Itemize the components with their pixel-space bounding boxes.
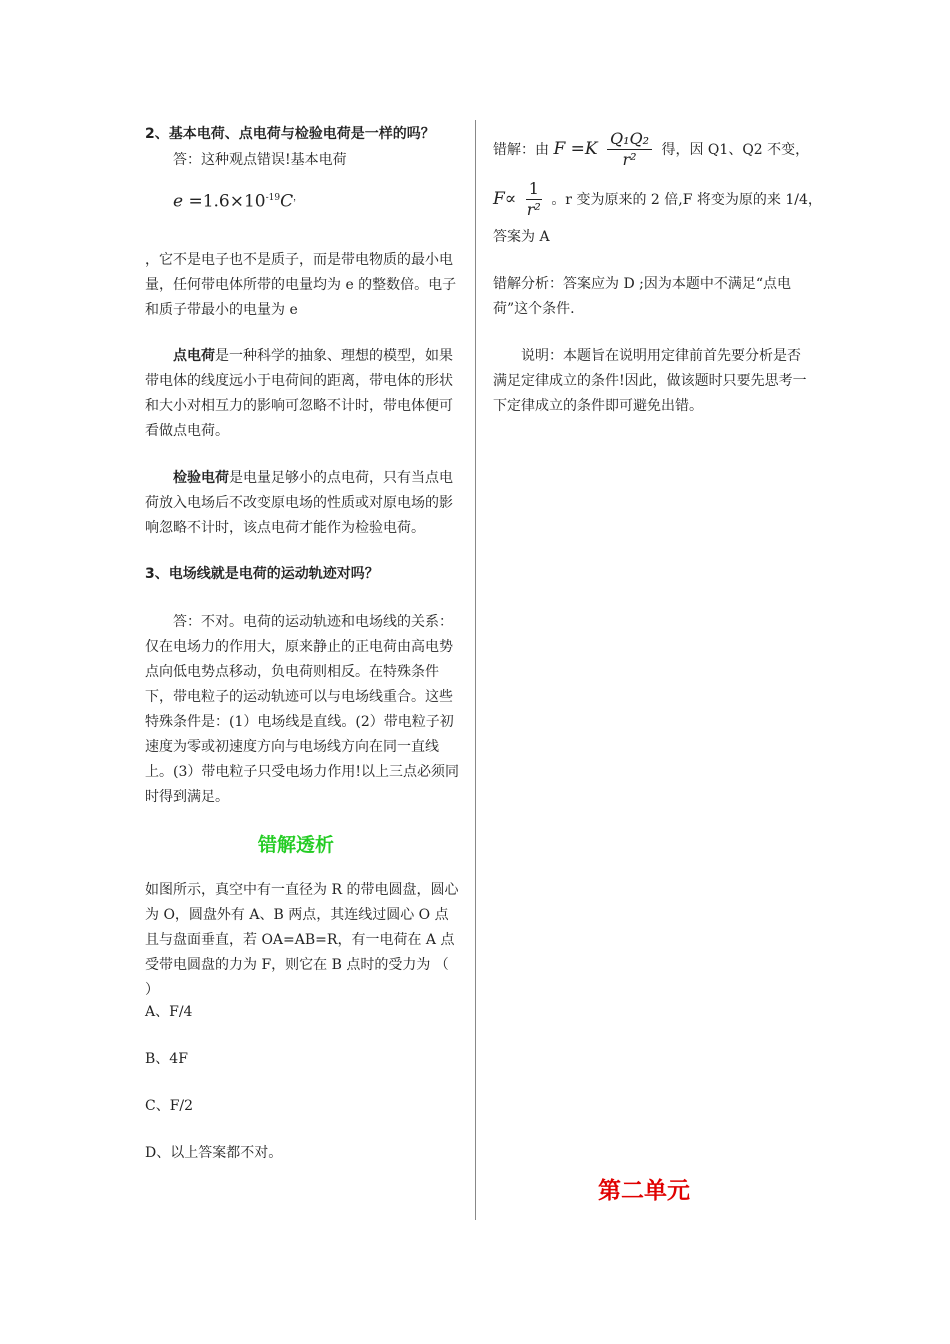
wrong-solution-line-1: 错解：由 F =K $\frac{\text{Q₁Q₂}}{\text{r²}}$ 得，因 Q1、Q2 不变， xyxy=(493,129,810,169)
column-divider xyxy=(475,120,476,1220)
problem-statement: 如图所示，真空中有一直径为 R 的带电圆盘，圆心为 O，圆盘外有 A、B 两点，其连线过圆心 O 点且与盘面垂直，若 OA=AB=R，有一电荷在 A 点受带电圆盘的力为 F，则它在 B 点时的受力为 （ ） xyxy=(145,882,459,998)
point-charge-paragraph: 点电荷是一种科学的抽象、理想的模型，如果带电体的线度远小于电荷间的距离，带电体的形状和大小对相互力的影响可忽略不计时，带电体便可看做点电荷。 xyxy=(145,348,453,439)
option-d: D、以上答案都不对。 xyxy=(145,1145,283,1161)
point-charge-term: 点电荷 xyxy=(173,348,215,364)
test-charge-paragraph: 检验电荷是电量足够小的点电荷，只有当点电荷放入电场后不改变原电场的性质或对原电场的影响忽略不计时，该点电荷才能作为检验电荷。 xyxy=(145,470,453,536)
option-b: B、4F xyxy=(145,1051,188,1067)
option-c: C、F/2 xyxy=(145,1098,194,1114)
question-2-answer-intro: 答：这种观点错误!基本电荷 xyxy=(173,152,347,168)
wrong-solution-line-2: F∝ $\frac{1}{\text{r²}}$ 。r 变为原来的 2 倍,F 将变为原的来 1/4， xyxy=(493,179,822,219)
test-charge-term: 检验电荷 xyxy=(173,470,229,486)
question-3-title: 3、电场线就是电荷的运动轨迹对吗？ xyxy=(145,566,379,582)
question-2-title: 2、基本电荷、点电荷与检验电荷是一样的吗？ xyxy=(145,126,435,142)
coulomb-formula: F =K $\frac{\text{Q₁Q₂}}{\text{r²}}$ xyxy=(553,139,661,159)
question-3-answer: 答：不对。电荷的运动轨迹和电场线的关系：仅在电场力的作用大，原来静止的正电荷由高电势点向低电势点移动，负电荷则相反。在特殊条件下，带电粒子的运动轨迹可以与电场线重合。这些特殊条件是：(1）电场线是直线。(2）带电粒子初速度为零或初速度方向与电场线方向在同一直线上。(3）带电粒子只受电场力作用!以上三点必须同时得到满足。 xyxy=(145,614,459,805)
explanation-note: 说明：本题旨在说明用定律前首先要分析是否满足定律成立的条件!因此，做该题时只要先思考一下定律成立的条件即可避免出错。 xyxy=(493,348,807,414)
section-title: 错解透析 xyxy=(258,834,335,856)
unit-title: 第二单元 xyxy=(598,1178,690,1204)
elementary-charge-paragraph: ，它不是电子也不是质子，而是带电物质的最小电量，任何带电体所带的电量均为 e 的整数倍。电子和质子带最小的电量为 e xyxy=(145,252,457,318)
proportional-formula: F∝ $\frac{1}{\text{r²}}$ xyxy=(493,179,541,219)
wrong-answer: 答案为 A xyxy=(493,229,550,245)
error-analysis: 错解分析：答案应为 D ;因为本题中不满足“点电荷”这个条件. xyxy=(493,276,791,317)
option-a: A、F/4 xyxy=(145,1004,193,1020)
elementary-charge-formula: $e =1.6\times 10^{-19}C^,$ xyxy=(173,191,303,212)
